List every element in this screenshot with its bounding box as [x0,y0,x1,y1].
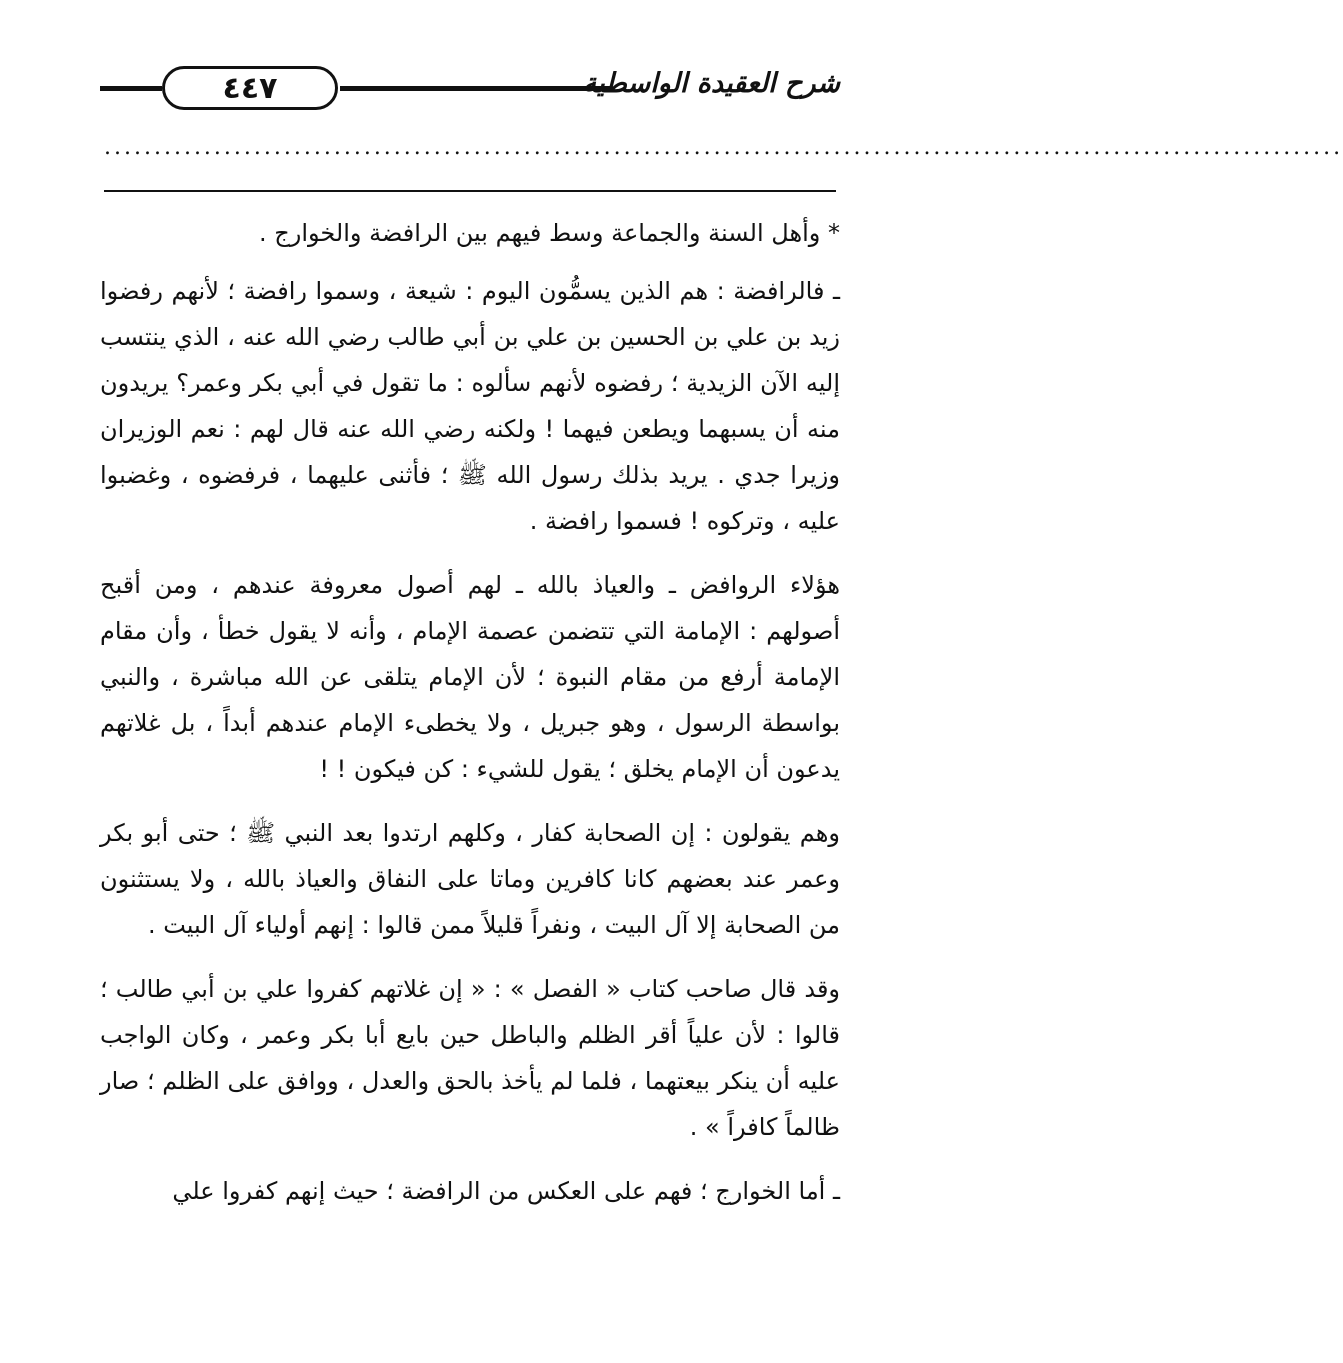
page-number: ٤٤٧ [162,66,338,110]
horizontal-rule [104,190,836,192]
book-title: شرح العقيدة الواسطية [582,68,840,99]
dotted-separator: ............................................................................................................................ [104,135,1343,160]
paragraph-6: ـ أما الخوارج ؛ فهم على العكس من الرافضة ؛ حيث إنهم كفروا علي [172,1177,840,1205]
paragraph-4: وهم يقولون : إن الصحابة كفار ، وكلهم ارتدوا بعد النبي ﷺ ؛ حتى أبو بكر وعمر عند بعضهم كانا كافرين وماتا على النفاق والعياذ بالله ، ولا يستثنون من الصحابة إلا آل البيت ، ونفراً قليلاً ممن قالوا : إنهم أولياء آل البيت . [100,819,840,939]
header-rule-middle [340,86,610,91]
paragraph-5: وقد قال صاحب كتاب « الفصل » : « إن غلاتهم كفروا علي بن أبي طالب ؛ قالوا : لأن علياً أقر الظلم والباطل حين بايع أبا بكر وعمر ، وكان الواجب عليه أن ينكر بيعتهما ، فلما لم يأخذ بالحق والعدل ، ووافق على الظلم ؛ صار ظالماً كافراً » . [100,975,840,1141]
paragraph-2: ـ فالرافضة : هم الذين يسمُّون اليوم : شيعة ، وسموا رافضة ؛ لأنهم رفضوا زيد بن علي بن الحسين بن علي بن أبي طالب رضي الله عنه ، الذي ينتسب إليه الآن الزيدية ؛ رفضوه لأنهم سألوه : ما تقول في أبي بكر وعمر؟ يريدون منه أن يسبهما ويطعن فيهما ! ولكنه رضي الله عنه قال لهم : نعم الوزيران وزيرا جدي . يريد بذلك رسول الله ﷺ ؛ فأثنى عليهما ، فرفضوه ، وغضبوا عليه ، وتركوه ! فسموا رافضة . [100,277,840,535]
paragraph-3: هؤلاء الروافض ـ والعياذ بالله ـ لهم أصول معروفة عندهم ، ومن أقبح أصولهم : الإمامة التي تتضمن عصمة الإمام ، وأنه لا يقول خطأ ، وأن مقام الإمامة أرفع من مقام النبوة ؛ لأن الإمام يتلقى عن الله مباشرة ، والنبي بواسطة الرسول ، وهو جبريل ، ولا يخطىء الإمام عندهم أبداً ، بل غلاتهم يدعون أن الإمام يخلق ؛ يقول للشيء : كن فيكون ! ! [100,571,840,783]
page-header [100,62,840,114]
page-body [100,210,840,1232]
header-rule-left [100,86,162,91]
paragraph-1: * وأهل السنة والجماعة وسط فيهم بين الرافضة والخوارج . [259,219,840,247]
